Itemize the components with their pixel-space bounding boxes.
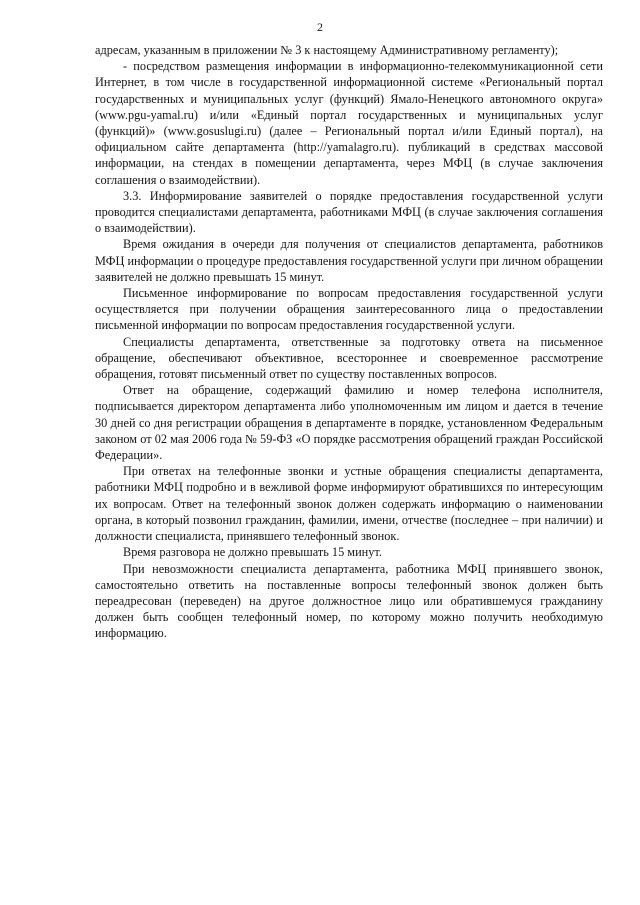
document-body bbox=[95, 42, 603, 642]
paragraph-written-info: Письменное информирование по вопросам предоставления государственной услуги осуществляется при получении обращения заинтересованного лица о предоставлении письменной информации по вопросам предоставления государственной услуги. bbox=[95, 286, 603, 333]
paragraph-3-3: 3.3. Информирование заявителей о порядке предоставления государственной услуги проводится специалистами департамента, работниками МФЦ (в случае заключения соглашения о взаимодействии). bbox=[95, 188, 603, 236]
paragraph-redirect: При невозможности специалиста департамента, работника МФЦ принявшего звонок, самостоятельно ответить на поставленные вопросы телефонный звонок должен быть переадресован (переведен) на другое должностное лицо или обратившемуся гражданину должен быть сообщен телефонный номер, по которому можно получить необходимую информацию. bbox=[95, 561, 603, 641]
page-number: 2 bbox=[317, 20, 323, 34]
paragraph-continuation: адресам, указанным в приложении № 3 к настоящему Административному регламенту); bbox=[95, 43, 559, 57]
paragraph-internet-info: - посредством размещения информации в информационно-телекоммуникационной сети Интернет, в том числе в государственной информационной системе «Региональный портал государственных и муниципальных услуг (функций) Ямало-Ненецкого автономного округа» (www.pgu-yamal.ru) и/или «Единый портал государственных и муниципальных услуг (функций)» (www.gosuslugi.ru) (далее – Региональный портал и/или Единый портал), на официальном сайте департамента (http://yamalagro.ru). публикаций в средствах массовой информации, на стендах в помещении департамента, через МФЦ (в случае заключения соглашения о взаимодействии). bbox=[95, 59, 603, 187]
paragraph-answer: Ответ на обращение, содержащий фамилию и номер телефона исполнителя, подписывается директором департамента либо уполномоченным им лицом и дается в течение 30 дней со дня регистрации обращения в департаменте в порядке, установленном Федеральным законом от 02 мая 2006 года № 59-ФЗ «О порядке рассмотрения обращений граждан Российской Федерации». bbox=[95, 383, 603, 463]
paragraph-waiting-time: Время ожидания в очереди для получения от специалистов департамента, работников МФЦ информации о процедуре предоставления государственной услуги при личном обращении заявителей не должно превышать 15 минут. bbox=[95, 237, 603, 284]
paragraph-specialists: Специалисты департамента, ответственные за подготовку ответа на письменное обращение, обеспечивают объективное, всестороннее и своевременное рассмотрение обращения, готовят письменный ответ по существу поставленных вопросов. bbox=[95, 334, 603, 382]
paragraph-call-duration: Время разговора не должно превышать 15 минут. bbox=[123, 545, 382, 560]
paragraph-phone-calls: При ответах на телефонные звонки и устные обращения специалисты департамента, работники МФЦ подробно и в вежливой форме информируют обратившихся по интересующим их вопросам. Ответ на телефонный звонок должен содержать информацию о наименовании органа, в который позвонил гражданин, фамилии, имени, отчестве (последнее – при наличии) и должности специалиста, принявшего телефонный звонок. bbox=[95, 464, 603, 544]
